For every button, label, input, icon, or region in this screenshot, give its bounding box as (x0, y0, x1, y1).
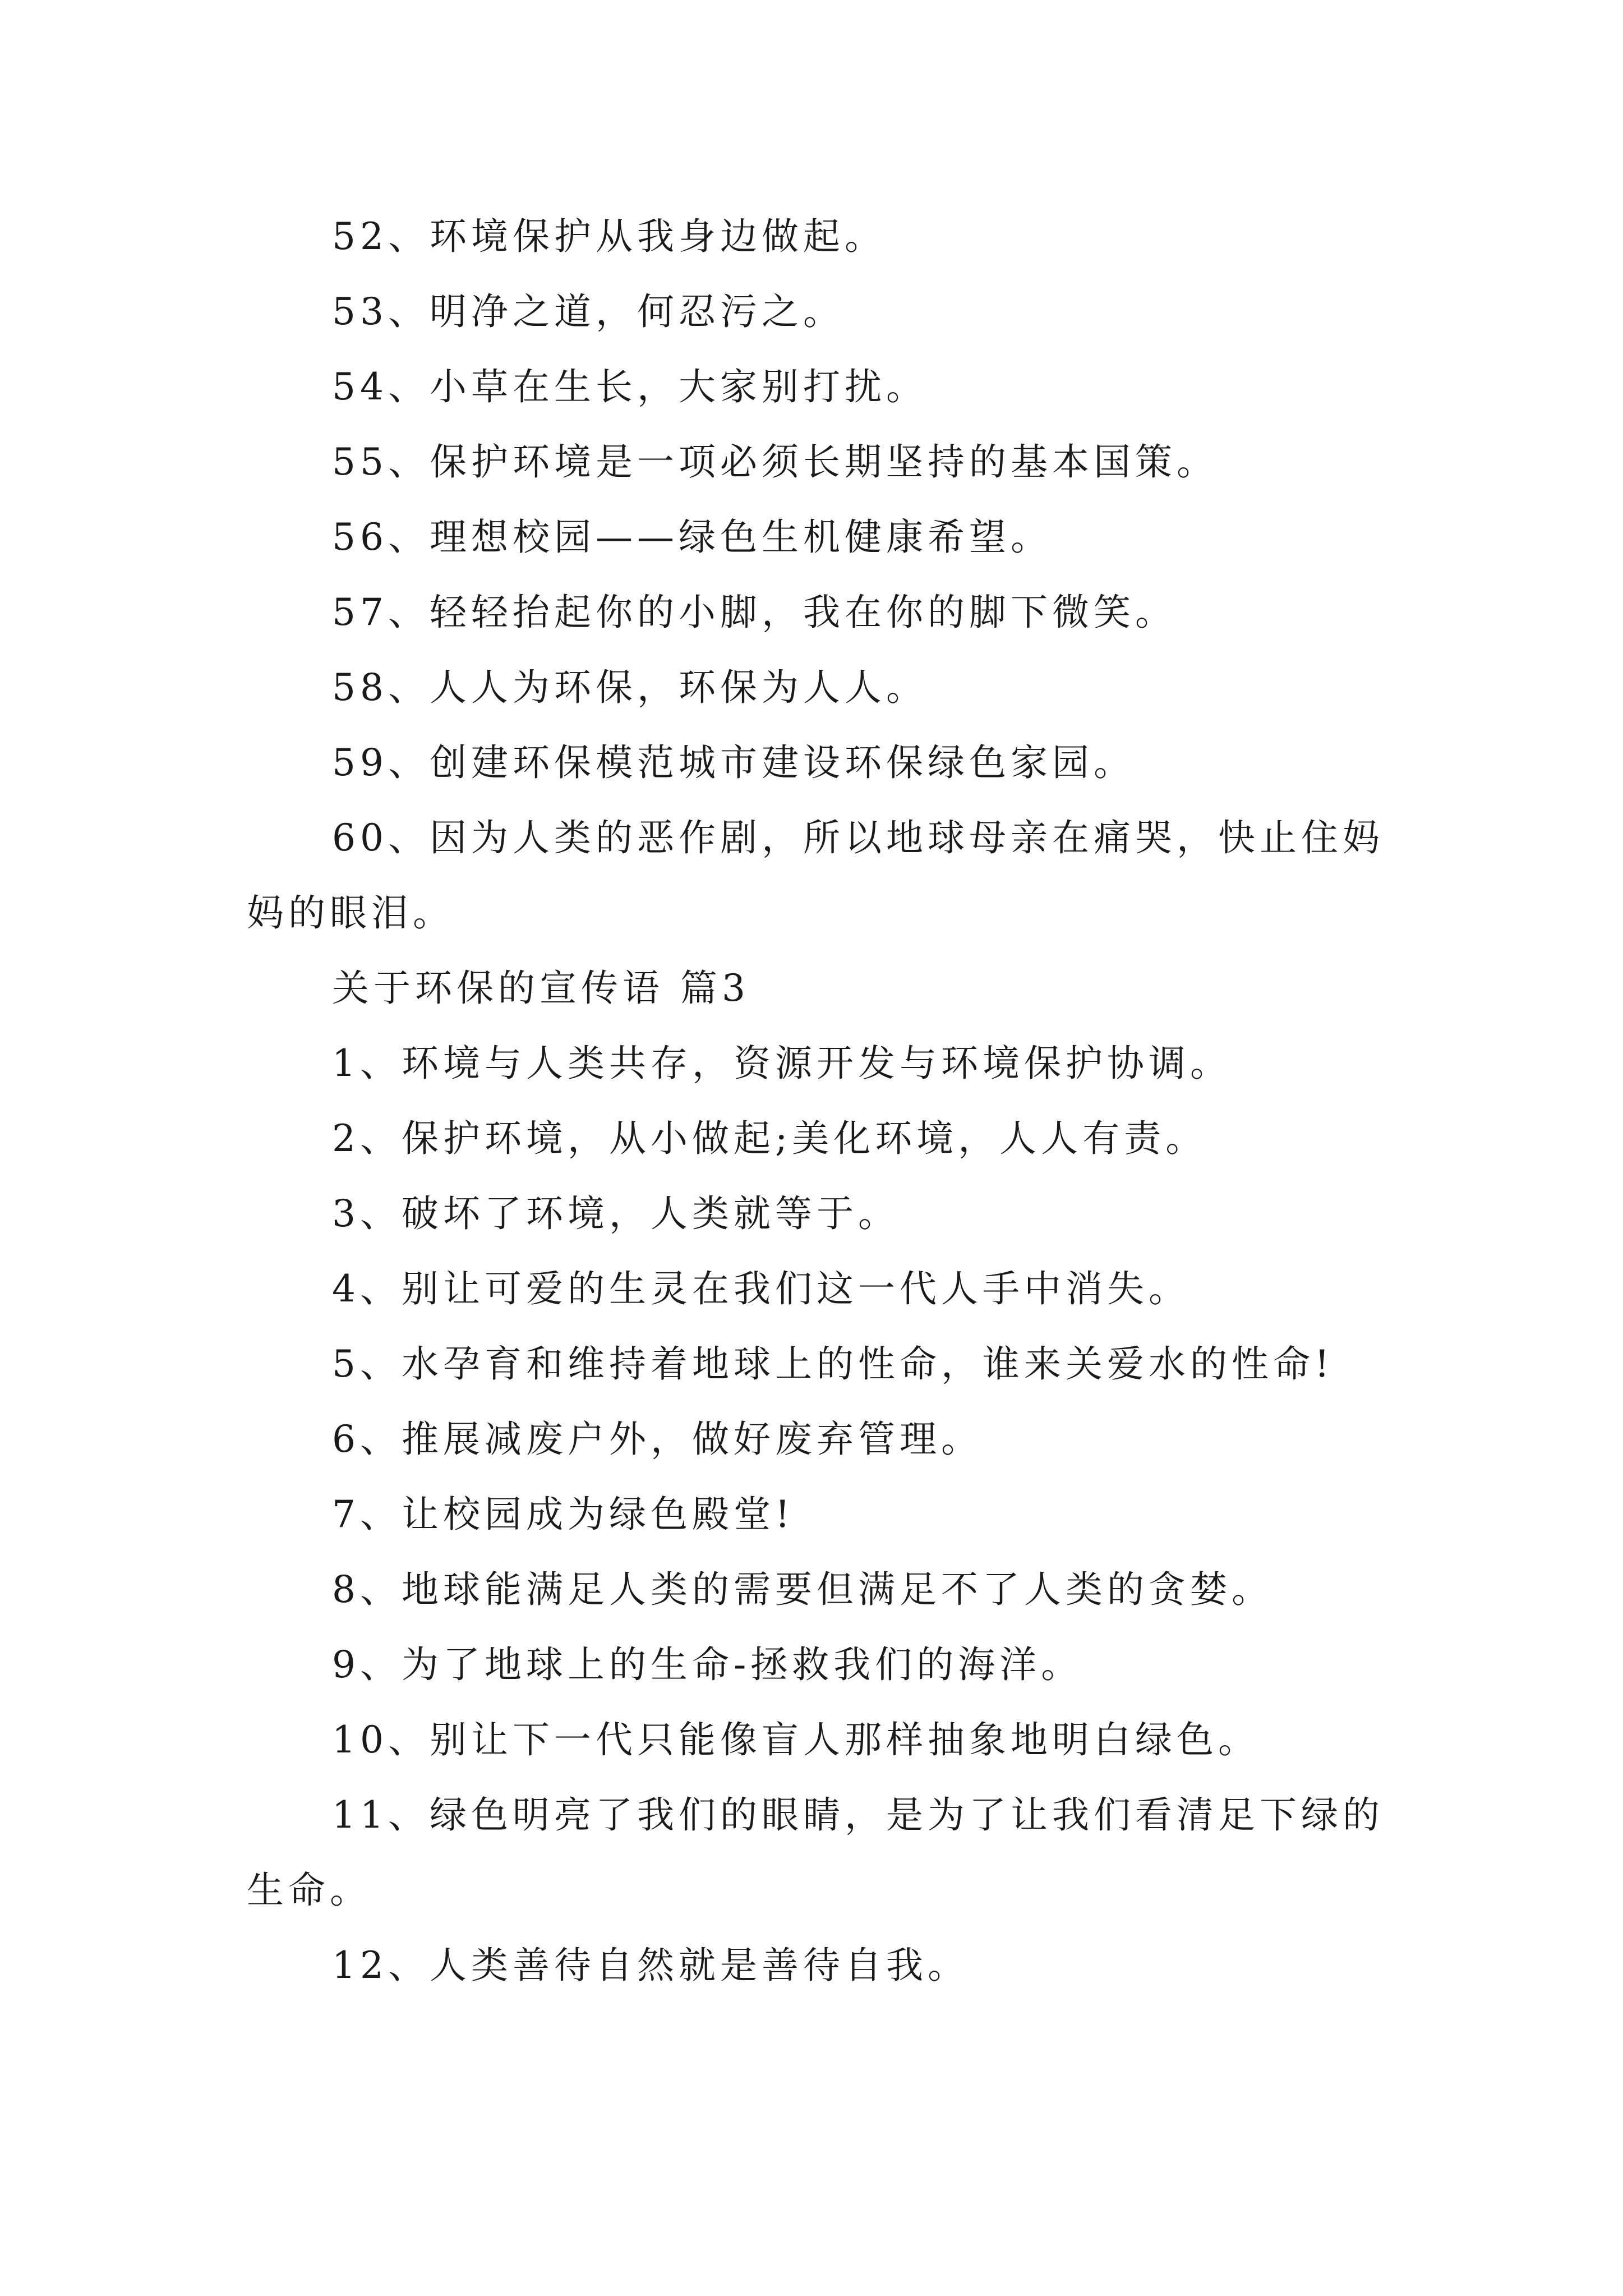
list-item: 1、环境与人类共存，资源开发与环境保护协调。 (332, 1042, 1232, 1085)
list-item: 52、环境保护从我身边做起。 (332, 215, 886, 258)
list-item: 56、理想校园——绿色生机健康希望。 (332, 516, 1052, 559)
list-item: 2、保护环境，从小做起;美化环境，人人有责。 (332, 1117, 1207, 1160)
list-item: 5、水孕育和维持着地球上的性命，谁来关爱水的性命! (332, 1342, 1334, 1386)
list-item: 59、创建环保模范城市建设环保绿色家园。 (332, 741, 1135, 784)
list-item: 10、别让下一代只能像盲人那样抽象地明白绿色。 (332, 1718, 1260, 1761)
list-item: 54、小草在生长，大家别打扰。 (332, 365, 928, 408)
list-item: 9、为了地球上的生命-拯救我们的海洋。 (332, 1643, 1083, 1686)
section-title: 关于环保的宣传语 篇3 (332, 967, 750, 1010)
list-item: 58、人人为环保，环保为人人。 (332, 666, 928, 709)
list-item: 8、地球能满足人类的需要但满足不了人类的贪婪。 (332, 1568, 1273, 1611)
list-item: 55、保护环境是一项必须长期坚持的基本国策。 (332, 440, 1218, 484)
list-item: 53、明净之道，何忍污之。 (332, 290, 845, 333)
list-item: 6、推展减废户外，做好废弃管理。 (332, 1418, 983, 1461)
list-item: 4、别让可爱的生灵在我们这一代人手中消失。 (332, 1267, 1190, 1310)
list-item: 12、人类善待自然就是善待自我。 (332, 1944, 969, 1987)
list-item: 57、轻轻抬起你的小脚，我在你的脚下微笑。 (332, 591, 1177, 634)
list-item: 7、让校园成为绿色殿堂! (332, 1493, 795, 1536)
list-item: 60、因为人类的恶作剧，所以地球母亲在痛哭，快止住妈妈的眼泪。 (247, 816, 1384, 935)
document-body (247, 199, 1391, 2003)
list-item: 11、绿色明亮了我们的眼睛，是为了让我们看清足下绿的生命。 (247, 1793, 1384, 1912)
list-item: 3、破坏了环境，人类就等于。 (332, 1192, 900, 1235)
